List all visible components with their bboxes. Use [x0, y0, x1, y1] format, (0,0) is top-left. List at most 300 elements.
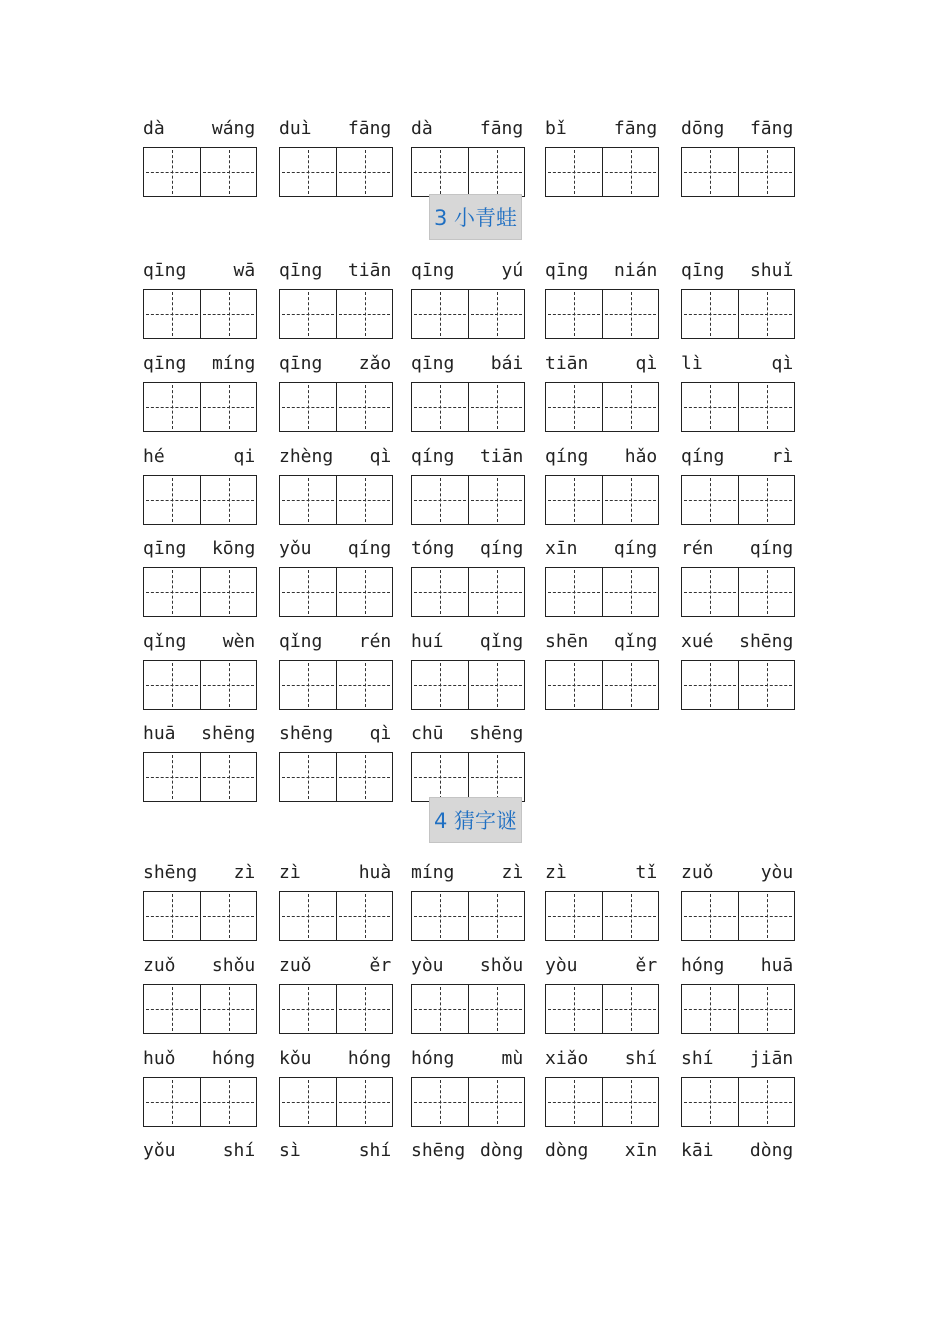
pinyin-syllable: yǒu: [143, 1140, 176, 1161]
pinyin-syllable: qíng: [749, 538, 794, 559]
pinyin-syllable: qíng: [681, 446, 725, 467]
pinyin-syllable: rén: [681, 538, 714, 559]
pinyin-syllable: qíng: [411, 446, 455, 467]
pinyin-syllable: míng: [411, 862, 455, 883]
pinyin-syllable: qīng: [411, 260, 455, 281]
writing-cell[interactable]: [738, 148, 794, 196]
pinyin-label: [279, 628, 393, 656]
writing-cell[interactable]: [546, 1078, 602, 1126]
pinyin-syllable: huà: [358, 862, 392, 883]
tianzige-grid[interactable]: [681, 475, 795, 525]
pinyin-label: [545, 628, 659, 656]
pinyin-label: [411, 443, 525, 471]
pinyin-syllable: qíng: [613, 538, 658, 559]
writing-cell[interactable]: [602, 383, 658, 431]
pinyin-label: [143, 535, 257, 563]
writing-cell[interactable]: [200, 383, 256, 431]
writing-cell[interactable]: [546, 476, 602, 524]
writing-cell[interactable]: [602, 290, 658, 338]
word-row: [0, 350, 950, 430]
pinyin-syllable: shēn: [545, 631, 589, 652]
pinyin-label: [545, 859, 659, 887]
writing-cell[interactable]: [200, 892, 256, 940]
writing-cell[interactable]: [738, 476, 794, 524]
pinyin-label: [681, 535, 795, 563]
pinyin-label: [411, 1137, 525, 1165]
pinyin-syllable: xīn: [624, 1140, 658, 1161]
pinyin-label: [681, 1045, 795, 1073]
writing-cell[interactable]: [280, 753, 336, 801]
writing-cell[interactable]: [738, 661, 794, 709]
word-row: [0, 720, 950, 800]
writing-cell[interactable]: [412, 290, 468, 338]
pinyin-syllable: rén: [358, 631, 392, 652]
tianzige-grid[interactable]: [279, 567, 393, 617]
pinyin-syllable: zì: [501, 862, 524, 883]
pinyin-syllable: dōng: [681, 118, 725, 139]
pinyin-label: [545, 115, 659, 143]
writing-cell[interactable]: [280, 661, 336, 709]
tianzige-grid[interactable]: [681, 891, 795, 941]
pinyin-syllable: qīng: [143, 538, 187, 559]
pinyin-syllable: chū: [411, 723, 444, 744]
tianzige-grid[interactable]: [143, 660, 257, 710]
writing-cell[interactable]: [468, 661, 524, 709]
pinyin-syllable: fāng: [749, 118, 794, 139]
pinyin-syllable: ěr: [635, 955, 658, 976]
writing-cell[interactable]: [602, 892, 658, 940]
pinyin-syllable: qīng: [411, 353, 455, 374]
pinyin-syllable: lì: [681, 353, 703, 374]
tianzige-grid[interactable]: [279, 475, 393, 525]
pinyin-label: [143, 952, 257, 980]
writing-cell[interactable]: [280, 383, 336, 431]
pinyin-syllable: yòu: [411, 955, 444, 976]
tianzige-grid[interactable]: [545, 891, 659, 941]
pinyin-syllable: duì: [279, 118, 312, 139]
writing-cell[interactable]: [336, 476, 392, 524]
pinyin-label: [411, 350, 525, 378]
tianzige-grid[interactable]: [681, 660, 795, 710]
pinyin-syllable: hóng: [211, 1048, 256, 1069]
writing-cell[interactable]: [144, 1078, 200, 1126]
writing-cell[interactable]: [412, 985, 468, 1033]
pinyin-label: [411, 115, 525, 143]
pinyin-syllable: shí: [624, 1048, 658, 1069]
writing-cell[interactable]: [682, 985, 738, 1033]
pinyin-label: [411, 535, 525, 563]
writing-cell[interactable]: [682, 661, 738, 709]
tianzige-grid[interactable]: [279, 1077, 393, 1127]
pinyin-label: [681, 859, 795, 887]
writing-cell[interactable]: [336, 753, 392, 801]
writing-cell[interactable]: [468, 753, 524, 801]
writing-cell[interactable]: [738, 1078, 794, 1126]
tianzige-grid[interactable]: [143, 752, 257, 802]
writing-cell[interactable]: [546, 383, 602, 431]
pinyin-syllable: shuǐ: [749, 260, 794, 281]
pinyin-syllable: qi: [233, 446, 256, 467]
tianzige-grid[interactable]: [143, 289, 257, 339]
pinyin-label: [279, 1045, 393, 1073]
pinyin-label: [143, 350, 257, 378]
writing-cell[interactable]: [280, 148, 336, 196]
pinyin-label: [279, 115, 393, 143]
writing-cell[interactable]: [682, 892, 738, 940]
pinyin-syllable: shēng: [411, 1140, 466, 1161]
pinyin-label: [411, 859, 525, 887]
tianzige-grid[interactable]: [279, 660, 393, 710]
pinyin-syllable: shí: [358, 1140, 392, 1161]
pinyin-label: [279, 720, 393, 748]
writing-cell[interactable]: [144, 383, 200, 431]
writing-cell[interactable]: [144, 985, 200, 1033]
writing-cell[interactable]: [144, 661, 200, 709]
pinyin-syllable: yòu: [760, 862, 794, 883]
writing-cell[interactable]: [468, 1078, 524, 1126]
writing-cell[interactable]: [336, 148, 392, 196]
writing-cell[interactable]: [412, 476, 468, 524]
tianzige-grid[interactable]: [411, 1077, 525, 1127]
writing-cell[interactable]: [336, 661, 392, 709]
tianzige-grid[interactable]: [279, 984, 393, 1034]
tianzige-grid[interactable]: [143, 891, 257, 941]
tianzige-grid[interactable]: [545, 289, 659, 339]
pinyin-syllable: zuǒ: [681, 862, 714, 883]
writing-cell[interactable]: [738, 985, 794, 1033]
pinyin-syllable: huí: [411, 631, 444, 652]
writing-cell[interactable]: [738, 568, 794, 616]
tianzige-grid[interactable]: [279, 891, 393, 941]
tianzige-grid[interactable]: [411, 289, 525, 339]
pinyin-syllable: zì: [279, 862, 301, 883]
writing-cell[interactable]: [336, 1078, 392, 1126]
tianzige-grid[interactable]: [143, 984, 257, 1034]
tianzige-grid[interactable]: [279, 147, 393, 197]
pinyin-syllable: qǐng: [143, 631, 187, 652]
writing-cell[interactable]: [468, 892, 524, 940]
pinyin-syllable: rì: [771, 446, 794, 467]
pinyin-syllable: tiān: [347, 260, 392, 281]
pinyin-syllable: qīng: [143, 353, 187, 374]
pinyin-label: [143, 859, 257, 887]
pinyin-syllable: hǎo: [624, 446, 658, 467]
tianzige-grid[interactable]: [143, 147, 257, 197]
pinyin-label: [143, 257, 257, 285]
writing-cell[interactable]: [682, 568, 738, 616]
tianzige-grid[interactable]: [681, 147, 795, 197]
writing-cell[interactable]: [738, 290, 794, 338]
pinyin-label: [545, 1137, 659, 1165]
tianzige-grid[interactable]: [279, 382, 393, 432]
writing-cell[interactable]: [412, 568, 468, 616]
pinyin-syllable: hé: [143, 446, 165, 467]
writing-cell[interactable]: [682, 383, 738, 431]
tianzige-grid[interactable]: [411, 475, 525, 525]
pinyin-syllable: fāng: [613, 118, 658, 139]
word-row: [0, 628, 950, 708]
pinyin-syllable: sì: [279, 1140, 301, 1161]
pinyin-syllable: qì: [771, 353, 794, 374]
pinyin-syllable: qíng: [479, 538, 524, 559]
pinyin-syllable: shǒu: [479, 955, 524, 976]
pinyin-label: [545, 443, 659, 471]
pinyin-syllable: jiān: [749, 1048, 794, 1069]
writing-cell[interactable]: [412, 148, 468, 196]
tianzige-grid[interactable]: [143, 567, 257, 617]
pinyin-label: [545, 257, 659, 285]
writing-cell[interactable]: [412, 892, 468, 940]
pinyin-label: [681, 257, 795, 285]
writing-cell[interactable]: [336, 568, 392, 616]
writing-cell[interactable]: [144, 892, 200, 940]
tianzige-grid[interactable]: [681, 382, 795, 432]
pinyin-label: [411, 952, 525, 980]
pinyin-label: [279, 443, 393, 471]
writing-cell[interactable]: [200, 290, 256, 338]
pinyin-syllable: xué: [681, 631, 714, 652]
writing-cell[interactable]: [280, 892, 336, 940]
writing-cell[interactable]: [280, 290, 336, 338]
pinyin-syllable: yú: [501, 260, 524, 281]
writing-cell[interactable]: [468, 290, 524, 338]
pinyin-label: [279, 535, 393, 563]
pinyin-label: [143, 443, 257, 471]
pinyin-syllable: yǒu: [279, 538, 312, 559]
writing-cell[interactable]: [468, 148, 524, 196]
writing-cell[interactable]: [200, 148, 256, 196]
writing-cell[interactable]: [546, 985, 602, 1033]
writing-cell[interactable]: [200, 753, 256, 801]
tianzige-grid[interactable]: [411, 382, 525, 432]
tianzige-grid[interactable]: [411, 891, 525, 941]
writing-cell[interactable]: [336, 892, 392, 940]
pinyin-label: [681, 1137, 795, 1165]
pinyin-label: [143, 628, 257, 656]
writing-cell[interactable]: [682, 290, 738, 338]
pinyin-label: [545, 952, 659, 980]
writing-cell[interactable]: [738, 892, 794, 940]
writing-cell[interactable]: [682, 1078, 738, 1126]
pinyin-label: [681, 443, 795, 471]
writing-cell[interactable]: [546, 892, 602, 940]
pinyin-syllable: dà: [411, 118, 433, 139]
writing-cell[interactable]: [336, 290, 392, 338]
word-row: [0, 859, 950, 939]
pinyin-syllable: hóng: [347, 1048, 392, 1069]
writing-cell[interactable]: [280, 476, 336, 524]
tianzige-grid[interactable]: [545, 567, 659, 617]
pinyin-label: [143, 115, 257, 143]
pinyin-syllable: fāng: [479, 118, 524, 139]
pinyin-syllable: zuǒ: [279, 955, 312, 976]
tianzige-grid[interactable]: [545, 147, 659, 197]
pinyin-syllable: bái: [490, 353, 524, 374]
pinyin-syllable: qīng: [143, 260, 187, 281]
writing-cell[interactable]: [602, 985, 658, 1033]
pinyin-syllable: zì: [233, 862, 256, 883]
pinyin-syllable: míng: [211, 353, 256, 374]
pinyin-syllable: wā: [233, 260, 256, 281]
pinyin-syllable: huā: [760, 955, 794, 976]
writing-cell[interactable]: [200, 985, 256, 1033]
writing-cell[interactable]: [144, 148, 200, 196]
writing-cell[interactable]: [412, 383, 468, 431]
pinyin-syllable: zǎo: [358, 353, 392, 374]
pinyin-syllable: tóng: [411, 538, 455, 559]
writing-cell[interactable]: [280, 568, 336, 616]
lesson-title: 3 小青蛙: [429, 194, 522, 240]
writing-cell[interactable]: [412, 753, 468, 801]
pinyin-syllable: qǐng: [279, 631, 323, 652]
word-row: [0, 1045, 950, 1125]
tianzige-grid[interactable]: [279, 289, 393, 339]
writing-cell[interactable]: [468, 383, 524, 431]
pinyin-syllable: shēng: [143, 862, 198, 883]
writing-cell[interactable]: [602, 661, 658, 709]
pinyin-syllable: tiān: [545, 353, 589, 374]
word-row: [0, 952, 950, 1032]
pinyin-syllable: shǒu: [211, 955, 256, 976]
pinyin-label: [143, 1045, 257, 1073]
writing-cell[interactable]: [144, 568, 200, 616]
pinyin-syllable: nián: [613, 260, 658, 281]
pinyin-syllable: tiān: [479, 446, 524, 467]
writing-cell[interactable]: [602, 476, 658, 524]
pinyin-label: [279, 257, 393, 285]
writing-cell[interactable]: [468, 568, 524, 616]
writing-cell[interactable]: [468, 476, 524, 524]
pinyin-syllable: qì: [635, 353, 658, 374]
writing-cell[interactable]: [738, 383, 794, 431]
pinyin-syllable: kōng: [211, 538, 256, 559]
tianzige-grid[interactable]: [545, 382, 659, 432]
pinyin-syllable: huǒ: [143, 1048, 176, 1069]
pinyin-label: [545, 535, 659, 563]
tianzige-grid[interactable]: [681, 289, 795, 339]
pinyin-label: [681, 115, 795, 143]
writing-cell[interactable]: [280, 985, 336, 1033]
writing-cell[interactable]: [200, 476, 256, 524]
writing-cell[interactable]: [682, 148, 738, 196]
pinyin-label: [411, 257, 525, 285]
tianzige-grid[interactable]: [411, 660, 525, 710]
pinyin-label: [681, 628, 795, 656]
tianzige-grid[interactable]: [545, 660, 659, 710]
writing-cell[interactable]: [682, 476, 738, 524]
pinyin-label: [411, 628, 525, 656]
writing-cell[interactable]: [546, 290, 602, 338]
writing-cell[interactable]: [200, 1078, 256, 1126]
tianzige-grid[interactable]: [681, 1077, 795, 1127]
pinyin-syllable: shēng: [279, 723, 334, 744]
pinyin-syllable: wáng: [211, 118, 256, 139]
writing-cell[interactable]: [602, 568, 658, 616]
tianzige-grid[interactable]: [411, 567, 525, 617]
pinyin-syllable: dòng: [749, 1140, 794, 1161]
writing-cell[interactable]: [144, 753, 200, 801]
pinyin-syllable: zhèng: [279, 446, 334, 467]
pinyin-syllable: xīn: [545, 538, 578, 559]
pinyin-syllable: kāi: [681, 1140, 714, 1161]
pinyin-syllable: qīng: [279, 353, 323, 374]
writing-cell[interactable]: [412, 661, 468, 709]
pinyin-syllable: qīng: [545, 260, 589, 281]
pinyin-syllable: qīng: [279, 260, 323, 281]
tianzige-grid[interactable]: [411, 147, 525, 197]
pinyin-syllable: zì: [545, 862, 567, 883]
pinyin-label: [681, 952, 795, 980]
pinyin-syllable: shēng: [739, 631, 794, 652]
pinyin-syllable: qǐng: [613, 631, 658, 652]
tianzige-grid[interactable]: [545, 475, 659, 525]
tianzige-grid[interactable]: [681, 567, 795, 617]
word-row: [0, 535, 950, 615]
tianzige-grid[interactable]: [143, 475, 257, 525]
writing-cell[interactable]: [546, 661, 602, 709]
pinyin-syllable: hóng: [411, 1048, 455, 1069]
writing-cell[interactable]: [144, 476, 200, 524]
writing-cell[interactable]: [336, 383, 392, 431]
word-row: [0, 257, 950, 337]
tianzige-grid[interactable]: [411, 984, 525, 1034]
lesson-title: 4 猜字谜: [429, 797, 522, 843]
pinyin-syllable: qì: [369, 446, 392, 467]
pinyin-syllable: qì: [369, 723, 392, 744]
pinyin-label: [279, 1137, 393, 1165]
tianzige-grid[interactable]: [681, 984, 795, 1034]
writing-cell[interactable]: [602, 148, 658, 196]
pinyin-syllable: wèn: [222, 631, 256, 652]
writing-cell[interactable]: [280, 1078, 336, 1126]
tianzige-grid[interactable]: [143, 1077, 257, 1127]
pinyin-label: [411, 720, 525, 748]
word-row: [0, 443, 950, 523]
writing-cell[interactable]: [412, 1078, 468, 1126]
writing-cell[interactable]: [144, 290, 200, 338]
writing-cell[interactable]: [336, 985, 392, 1033]
pinyin-syllable: qíng: [347, 538, 392, 559]
pinyin-syllable: xiǎo: [545, 1048, 589, 1069]
pinyin-syllable: hóng: [681, 955, 725, 976]
pinyin-syllable: fāng: [347, 118, 392, 139]
pinyin-syllable: dòng: [545, 1140, 589, 1161]
pinyin-syllable: qíng: [545, 446, 589, 467]
word-row: [0, 115, 950, 195]
tianzige-grid[interactable]: [143, 382, 257, 432]
writing-cell[interactable]: [468, 985, 524, 1033]
tianzige-grid[interactable]: [411, 752, 525, 802]
pinyin-syllable: qǐng: [479, 631, 524, 652]
tianzige-grid[interactable]: [279, 752, 393, 802]
pinyin-syllable: yòu: [545, 955, 578, 976]
pinyin-syllable: shēng: [201, 723, 256, 744]
writing-cell[interactable]: [200, 661, 256, 709]
writing-cell[interactable]: [546, 568, 602, 616]
writing-cell[interactable]: [546, 148, 602, 196]
tianzige-grid[interactable]: [545, 984, 659, 1034]
word-row: [0, 1137, 950, 1217]
pinyin-syllable: dòng: [479, 1140, 524, 1161]
tianzige-grid[interactable]: [545, 1077, 659, 1127]
pinyin-syllable: shēng: [469, 723, 524, 744]
pinyin-label: [411, 1045, 525, 1073]
writing-cell[interactable]: [200, 568, 256, 616]
pinyin-syllable: shí: [222, 1140, 256, 1161]
pinyin-label: [143, 1137, 257, 1165]
writing-cell[interactable]: [602, 1078, 658, 1126]
pinyin-syllable: shí: [681, 1048, 714, 1069]
